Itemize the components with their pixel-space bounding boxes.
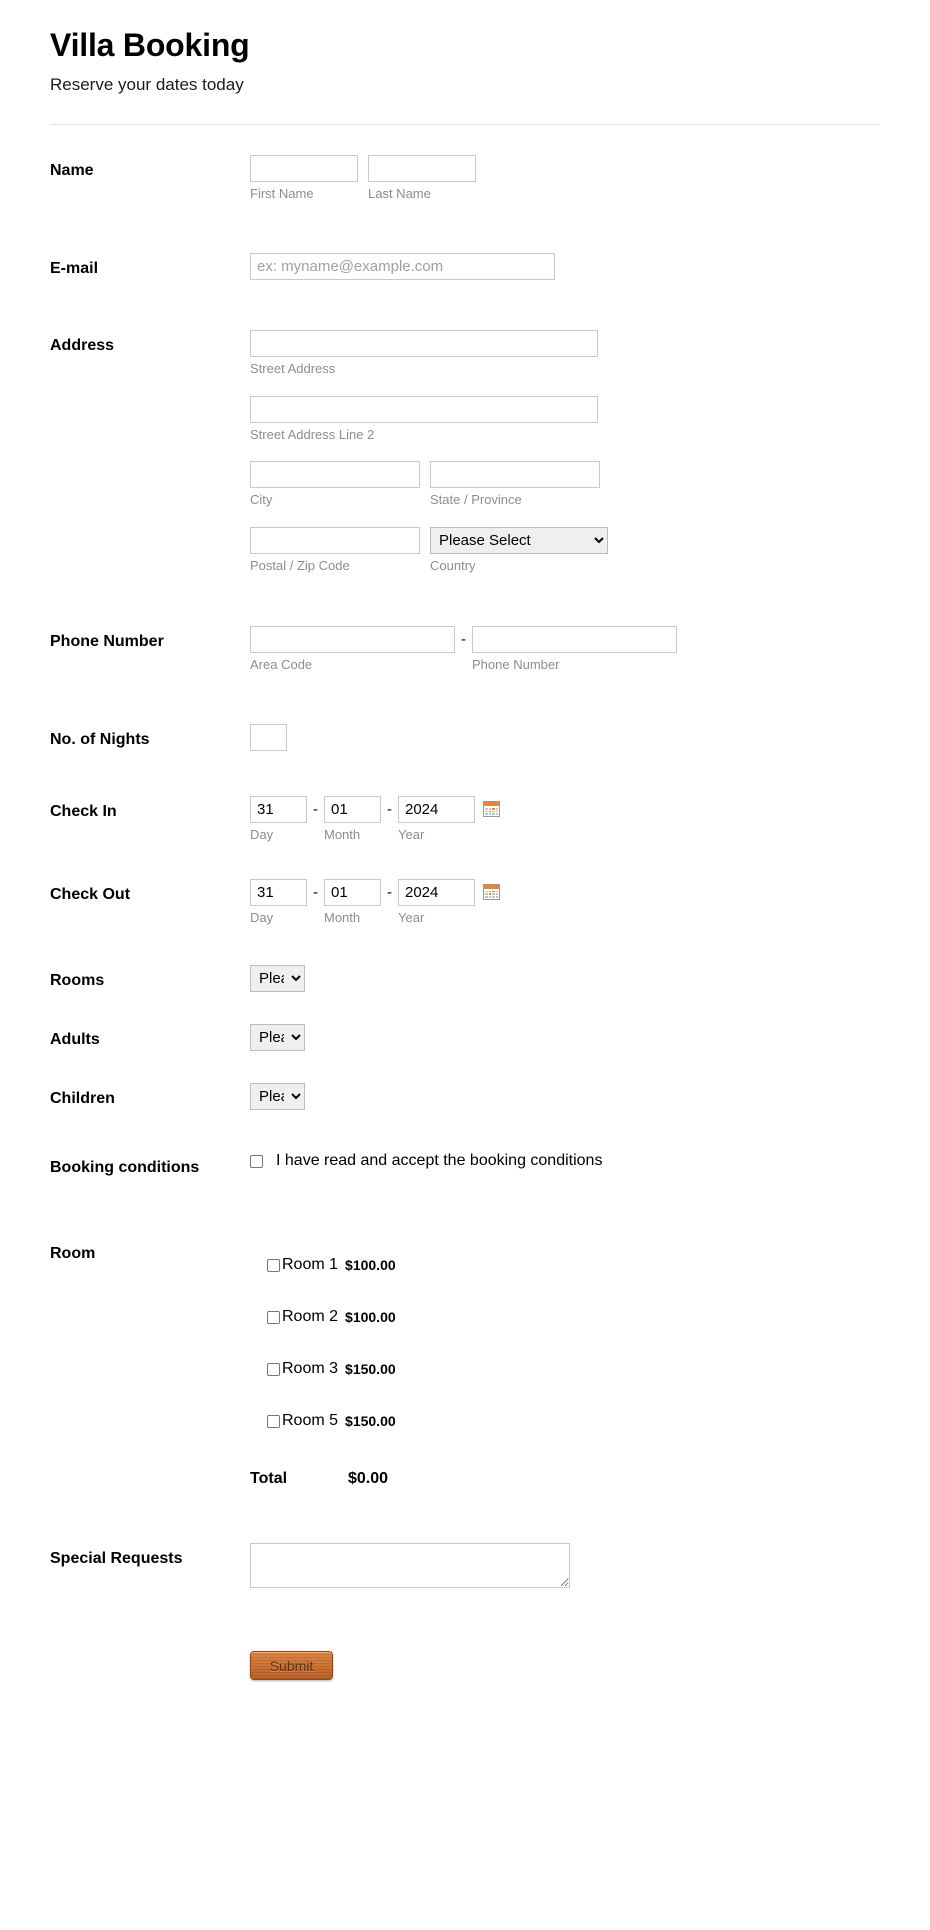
street-address-2-input[interactable]	[250, 396, 598, 423]
label-phone-number: Phone Number	[50, 632, 164, 650]
check-out-month-input[interactable]	[324, 879, 381, 906]
field-row-nights	[0, 724, 930, 751]
field-row-email	[0, 253, 930, 280]
submit-row	[0, 1651, 930, 1680]
calendar-icon-header	[484, 885, 499, 889]
first-name-group	[250, 155, 358, 202]
booking-conditions-field-group	[250, 1152, 930, 1170]
room-2-checkbox[interactable]	[267, 1311, 280, 1324]
check-out-year-group	[398, 879, 475, 926]
label-name: Name	[50, 161, 94, 179]
field-row-check-out	[0, 879, 930, 926]
room-5-checkbox[interactable]	[267, 1415, 280, 1428]
calendar-icon[interactable]	[483, 884, 500, 900]
last-name-sublabel: Last Name	[368, 185, 431, 201]
phone-number-sublabel: Phone Number	[472, 656, 560, 672]
area-code-input[interactable]	[250, 626, 455, 653]
postal-group	[250, 527, 420, 574]
country-group	[430, 527, 608, 574]
city-sublabel: City	[250, 492, 273, 508]
room-option-row[interactable]	[250, 1308, 930, 1326]
phone-number-input[interactable]	[472, 626, 677, 653]
total-value: $0.00	[348, 1470, 389, 1488]
room-5-label: Room 5	[282, 1412, 339, 1430]
label-rooms: Rooms	[50, 972, 105, 990]
adults-select[interactable]	[250, 1024, 305, 1051]
address-field-group	[250, 330, 930, 573]
room-2-label: Room 2	[282, 1308, 339, 1326]
check-in-day-input[interactable]	[250, 796, 307, 823]
country-sublabel: Country	[430, 557, 476, 573]
country-select[interactable]	[430, 527, 608, 554]
label-check-in: Check In	[50, 803, 117, 821]
check-out-day-group	[250, 879, 307, 926]
label-room: Room	[50, 1245, 96, 1263]
room-1-price: $100.00	[345, 1257, 396, 1274]
area-code-group	[250, 626, 455, 673]
booking-conditions-text: I have read and accept the booking conditions	[276, 1152, 603, 1170]
room-3-checkbox[interactable]	[267, 1363, 280, 1376]
submit-button[interactable]: Submit	[250, 1651, 333, 1680]
field-row-room-select	[0, 1238, 930, 1488]
label-address: Address	[50, 337, 115, 355]
label-special-requests: Special Requests	[50, 1550, 183, 1568]
area-code-sublabel: Area Code	[250, 656, 313, 672]
check-in-year-sublabel: Year	[398, 827, 425, 843]
check-out-year-sublabel: Year	[398, 909, 425, 925]
booking-conditions-checkbox-row[interactable]	[250, 1152, 930, 1170]
calendar-icon-header	[484, 802, 499, 806]
page-subtitle: Reserve your dates today	[50, 75, 244, 95]
booking-conditions-checkbox[interactable]	[250, 1155, 263, 1168]
special-requests-field-group	[250, 1543, 930, 1593]
nights-field-group	[250, 724, 930, 751]
label-email: E-mail	[50, 260, 99, 278]
children-field-group	[250, 1083, 930, 1110]
special-requests-textarea[interactable]	[250, 1543, 570, 1588]
check-out-year-input[interactable]	[398, 879, 475, 906]
field-row-rooms	[0, 965, 930, 992]
street-address-2-group	[250, 396, 930, 443]
form-header	[0, 0, 930, 96]
check-out-month-sublabel: Month	[324, 909, 361, 925]
room-total-row	[250, 1470, 930, 1488]
label-adults: Adults	[50, 1031, 100, 1049]
phone-separator: -	[461, 630, 466, 648]
check-out-separator-2: -	[387, 883, 392, 901]
field-row-special-requests	[0, 1543, 930, 1593]
first-name-sublabel: First Name	[250, 185, 314, 201]
check-in-field-group	[250, 796, 930, 843]
phone-number-group	[472, 626, 677, 673]
field-row-address	[0, 330, 930, 573]
last-name-group	[368, 155, 476, 202]
room-option-row[interactable]	[250, 1360, 930, 1378]
form-body	[0, 155, 930, 1741]
room-5-price: $150.00	[345, 1413, 396, 1430]
calendar-icon-grid	[485, 891, 498, 898]
phone-field-group	[250, 626, 930, 673]
check-in-separator-1: -	[313, 801, 318, 819]
calendar-icon[interactable]	[483, 801, 500, 817]
field-row-booking-conditions	[0, 1152, 930, 1178]
first-name-input[interactable]	[250, 155, 358, 182]
check-in-month-sublabel: Month	[324, 827, 361, 843]
state-province-sublabel: State / Province	[430, 492, 522, 508]
street-address-group	[250, 330, 930, 377]
street-address-sublabel: Street Address	[250, 361, 336, 377]
check-in-year-group	[398, 796, 475, 843]
room-option-row[interactable]	[250, 1412, 930, 1430]
total-label: Total	[250, 1470, 288, 1488]
room-option-row[interactable]	[250, 1256, 930, 1274]
label-check-out: Check Out	[50, 885, 131, 903]
last-name-input[interactable]	[368, 155, 476, 182]
check-out-day-sublabel: Day	[250, 909, 274, 925]
no-of-nights-input[interactable]	[250, 724, 287, 751]
postal-zip-sublabel: Postal / Zip Code	[250, 557, 350, 573]
children-select[interactable]	[250, 1083, 305, 1110]
calendar-icon-grid	[485, 808, 498, 815]
check-in-separator-2: -	[387, 801, 392, 819]
label-booking-conditions: Booking conditions	[50, 1159, 200, 1177]
check-out-field-group	[250, 879, 930, 926]
check-in-year-input[interactable]	[398, 796, 475, 823]
city-group	[250, 461, 420, 508]
label-no-of-nights: No. of Nights	[50, 731, 150, 749]
city-input[interactable]	[250, 461, 420, 488]
state-province-input[interactable]	[430, 461, 600, 488]
room-3-label: Room 3	[282, 1360, 339, 1378]
name-field-group	[250, 155, 930, 202]
email-input[interactable]	[250, 253, 555, 280]
email-field-group	[250, 253, 930, 280]
room-select-field-group	[250, 1238, 930, 1488]
check-in-month-input[interactable]	[324, 796, 381, 823]
check-in-day-group	[250, 796, 307, 843]
label-children: Children	[50, 1090, 115, 1108]
room-2-price: $100.00	[345, 1309, 396, 1326]
street-address-2-sublabel: Street Address Line 2	[250, 426, 375, 442]
check-out-day-input[interactable]	[250, 879, 307, 906]
check-out-month-group	[324, 879, 381, 926]
rooms-select[interactable]	[250, 965, 305, 992]
room-1-label: Room 1	[282, 1256, 339, 1274]
street-address-input[interactable]	[250, 330, 598, 357]
postal-zip-input[interactable]	[250, 527, 420, 554]
rooms-field-group	[250, 965, 930, 992]
room-1-checkbox[interactable]	[267, 1259, 280, 1272]
check-in-day-sublabel: Day	[250, 827, 274, 843]
field-row-phone	[0, 626, 930, 673]
state-group	[430, 461, 600, 508]
page-title: Villa Booking	[50, 27, 250, 63]
check-in-month-group	[324, 796, 381, 843]
room-3-price: $150.00	[345, 1361, 396, 1378]
field-row-adults	[0, 1024, 930, 1051]
check-out-separator-1: -	[313, 883, 318, 901]
adults-field-group	[250, 1024, 930, 1051]
field-row-children	[0, 1083, 930, 1110]
field-row-check-in	[0, 796, 930, 843]
field-row-name	[0, 155, 930, 202]
header-divider	[50, 124, 880, 125]
